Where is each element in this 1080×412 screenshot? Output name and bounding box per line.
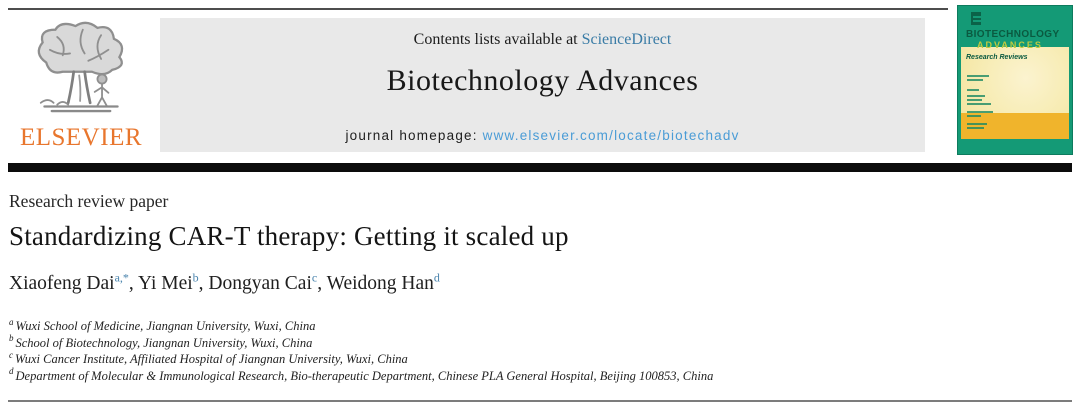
header-divider-bar xyxy=(8,163,1072,172)
affiliation-text: Wuxi School of Medicine, Jiangnan University, Wuxi, China xyxy=(15,319,316,333)
author xyxy=(9,270,138,294)
author-separator: , xyxy=(128,273,138,294)
author-separator: , xyxy=(198,273,209,294)
contents-line xyxy=(160,31,925,49)
affiliation-list xyxy=(9,318,1049,384)
cover-editor-text-line xyxy=(967,79,983,81)
affiliation-text: Wuxi Cancer Institute, Affiliated Hospital of Jiangnan University, Wuxi, China xyxy=(15,352,408,366)
cover-subtitle: Research Reviews xyxy=(966,54,1028,61)
homepage-line-text: journal homepage: xyxy=(345,128,483,143)
cover-elsevier-mark-icon xyxy=(971,12,981,25)
author-affiliation-ref[interactable]: a,* xyxy=(114,270,129,285)
article-category: Research review paper xyxy=(9,191,169,211)
cover-editor-text-line xyxy=(967,75,989,77)
elsevier-logo xyxy=(8,16,154,158)
affiliation-label: b xyxy=(9,333,14,344)
homepage-line xyxy=(160,128,925,143)
elsevier-tree-icon xyxy=(17,16,145,122)
journal-cover-thumbnail[interactable] xyxy=(957,5,1073,155)
author-name: Xiaofeng Dai xyxy=(9,273,115,294)
bottom-rule xyxy=(8,400,1072,402)
journal-banner xyxy=(160,18,925,152)
author-affiliation-ref[interactable]: d xyxy=(433,270,440,285)
affiliation-label: d xyxy=(9,366,14,377)
cover-green-footer xyxy=(961,139,1069,151)
author xyxy=(137,270,209,294)
cover-editor-text-line xyxy=(967,123,987,125)
contents-line-text: Contents lists available at xyxy=(413,31,582,48)
affiliation xyxy=(9,351,1049,368)
sciencedirect-link[interactable]: ScienceDirect xyxy=(581,31,672,48)
author-separator: , xyxy=(317,273,327,294)
author-affiliation-ref[interactable]: b xyxy=(192,270,199,285)
affiliation xyxy=(9,335,1049,352)
affiliation-label: c xyxy=(9,349,13,360)
cover-editor-text-line xyxy=(967,127,984,129)
author-name: Weidong Han xyxy=(326,273,434,294)
cover-editor-text-line xyxy=(967,95,985,97)
elsevier-wordmark: ELSEVIER xyxy=(19,124,143,151)
article-title: Standardizing CAR-T therapy: Getting it scaled up xyxy=(9,221,569,251)
author-name: Dongyan Cai xyxy=(208,273,312,294)
cover-editor-text-line xyxy=(967,111,993,113)
cover-editor-text-line xyxy=(967,103,991,105)
journal-homepage-link[interactable]: www.elsevier.com/locate/biotechadv xyxy=(482,128,740,143)
affiliation-label: a xyxy=(9,316,14,327)
author-affiliation-ref[interactable]: c xyxy=(311,270,318,285)
author-list xyxy=(9,270,440,295)
cover-editor-text-line xyxy=(967,89,979,91)
cover-journal-name-2: ADVANCES xyxy=(977,40,1043,50)
journal-title: Biotechnology Advances xyxy=(386,64,699,97)
affiliation-text: School of Biotechnology, Jiangnan University, Wuxi, China xyxy=(15,335,313,350)
affiliation xyxy=(9,368,1049,385)
cover-editor-text-line xyxy=(967,115,981,117)
affiliation xyxy=(9,318,1049,335)
author xyxy=(208,270,327,294)
top-rule xyxy=(8,8,948,10)
author xyxy=(326,270,440,294)
affiliation-text: Department of Molecular & Immunological Research, Bio-therapeutic Department, Chinese PLA General Hospital, Beijing 100853, China xyxy=(15,368,714,383)
cover-editor-text-line xyxy=(967,99,982,101)
cover-journal-name: BIOTECHNOLOGY xyxy=(966,29,1060,40)
author-name: Yi Mei xyxy=(137,273,193,294)
